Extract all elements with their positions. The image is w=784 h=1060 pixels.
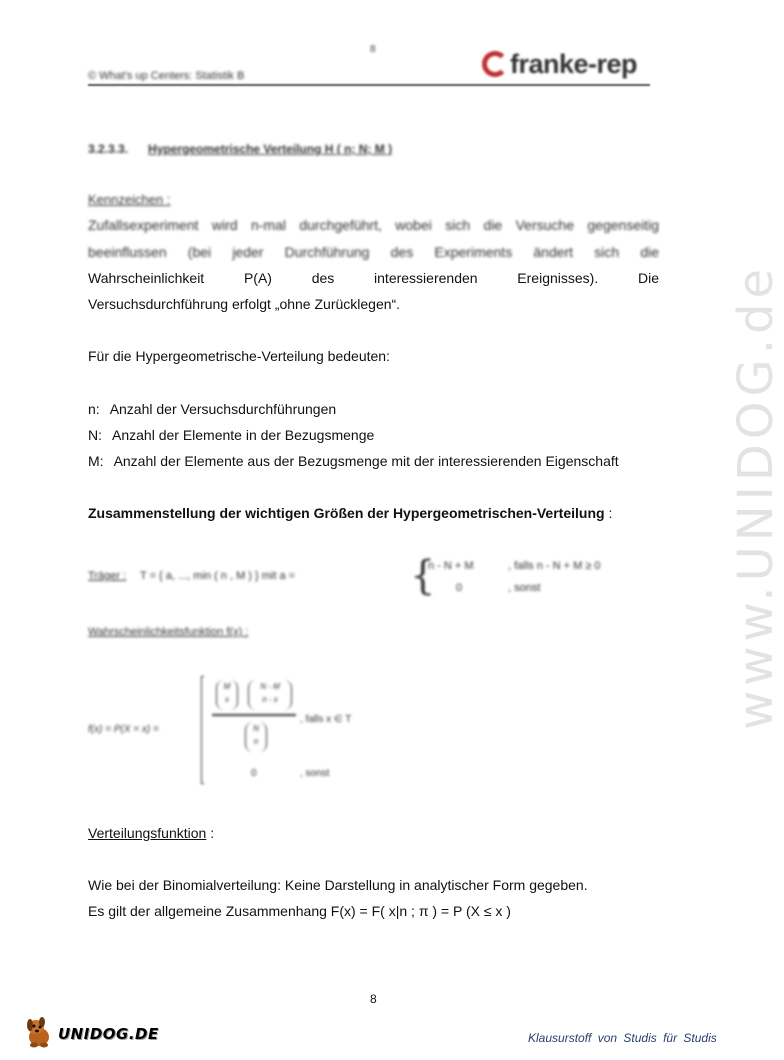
binom-bottom: n xyxy=(253,737,259,746)
traeger-expression: T = { a, ..., min ( n , M ) } mit a = xyxy=(140,570,296,582)
logo-text: franke-rep xyxy=(510,48,638,79)
binom-NM-nx xyxy=(248,680,292,710)
pmf-formula xyxy=(88,676,408,788)
paragraph-line-2: beeinflussen (bei jeder Durchführung des Experiments ändert sich die xyxy=(88,244,659,260)
traeger-formula xyxy=(88,553,668,602)
verteilungsfunktion-title: Verteilungsfunktion xyxy=(88,825,207,841)
definition-symbol: M: xyxy=(88,453,104,469)
binom-bottom: x xyxy=(225,695,229,704)
fraction-line xyxy=(212,714,296,716)
verteilungsfunktion-line-1: Wie bei der Binomialverteilung: Keine Darstellung in analytischer Form gegeben. xyxy=(88,877,588,893)
watermark xyxy=(680,263,784,730)
watermark-text: www.UNIDOG.de xyxy=(728,263,784,730)
definition-text: Anzahl der Elemente aus der Bezugsmenge mit der interessierenden Eigenschaft xyxy=(113,453,619,469)
logo-c-icon xyxy=(482,51,508,77)
binom-M-x xyxy=(216,680,238,710)
summary-heading xyxy=(88,505,612,521)
footer-tagline: Klausurstoff von Studis für Studis xyxy=(528,1031,717,1045)
paragraph-line-3: Wahrscheinlichkeit P(A) des interessierenden Ereignisses). Die xyxy=(88,270,659,286)
paragraph-line-1: Zufallsexperiment wird n-mal durchgeführt, wobei sich die Versuche gegenseitig xyxy=(88,217,659,233)
unidog-logo xyxy=(22,1015,162,1051)
pmf-case1: , falls x ∈ T xyxy=(300,714,352,725)
binom-top: N - M xyxy=(260,682,280,691)
verteilungsfunktion-suffix: : xyxy=(206,825,215,841)
traeger-case1-cond: , falls n - N + M ≥ 0 xyxy=(508,560,601,572)
definition-symbol: n: xyxy=(88,401,100,417)
definition-symbol: N: xyxy=(88,427,102,443)
definitions-intro: Für die Hypergeometrische-Verteilung bedeuten: xyxy=(88,348,390,364)
section-title: Hypergeometrische Verteilung H ( n; N; M ) xyxy=(148,142,393,156)
pmf-case2: , sonst xyxy=(300,768,330,779)
case-bracket xyxy=(201,676,204,784)
traeger-label: Träger : xyxy=(88,570,127,582)
summary-bold: Zusammenstellung der wichtigen Größen der Hypergeometrischen-Verteilung xyxy=(88,505,605,521)
paragraph-line-4: Versuchsdurchführung erfolgt „ohne Zurücklegen“. xyxy=(88,296,401,312)
definition-n xyxy=(88,401,336,417)
summary-suffix: : xyxy=(604,505,613,521)
traeger-case2-expr: 0 xyxy=(456,582,463,594)
verteilungsfunktion-label xyxy=(88,825,214,841)
traeger-case1-expr: n - N + M xyxy=(428,560,474,572)
pmf-lhs: f(x) = P(X = x) = xyxy=(88,724,159,735)
binom-bottom: n - x xyxy=(262,695,278,704)
pmf-zero: 0 xyxy=(251,768,257,779)
binom-top: N xyxy=(253,724,259,733)
binom-N-n xyxy=(245,722,267,752)
dog-icon xyxy=(22,1015,56,1049)
definition-text: Anzahl der Versuchsdurchführungen xyxy=(109,401,337,417)
traeger-case2-cond: , sonst xyxy=(508,582,541,594)
section-number: 3.2.3.3. xyxy=(88,142,129,156)
section-heading xyxy=(88,142,392,156)
footer-logo-text: UNIDOG.DE xyxy=(58,1025,159,1043)
binom-top: M xyxy=(223,682,231,691)
definition-text: Anzahl der Elemente in der Bezugsmenge xyxy=(112,427,375,443)
header-rule xyxy=(88,84,650,86)
definition-N xyxy=(88,427,374,443)
header-page-number: 8 xyxy=(370,44,376,55)
definition-M xyxy=(88,453,619,469)
brace-icon: { xyxy=(410,553,436,599)
header-left-text: © What's up Centers: Statistik B xyxy=(88,70,245,82)
verteilungsfunktion-line-2: Es gilt der allgemeine Zusammenhang F(x) = F( x|n ; π ) = P (X ≤ x ) xyxy=(88,903,511,919)
page-number: 8 xyxy=(370,992,377,1006)
franke-rep-logo xyxy=(482,44,637,84)
pmf-label: Wahrscheinlichkeitsfunktion f(x) : xyxy=(88,626,249,638)
kennzeichen-label: Kennzeichen : xyxy=(88,192,171,207)
